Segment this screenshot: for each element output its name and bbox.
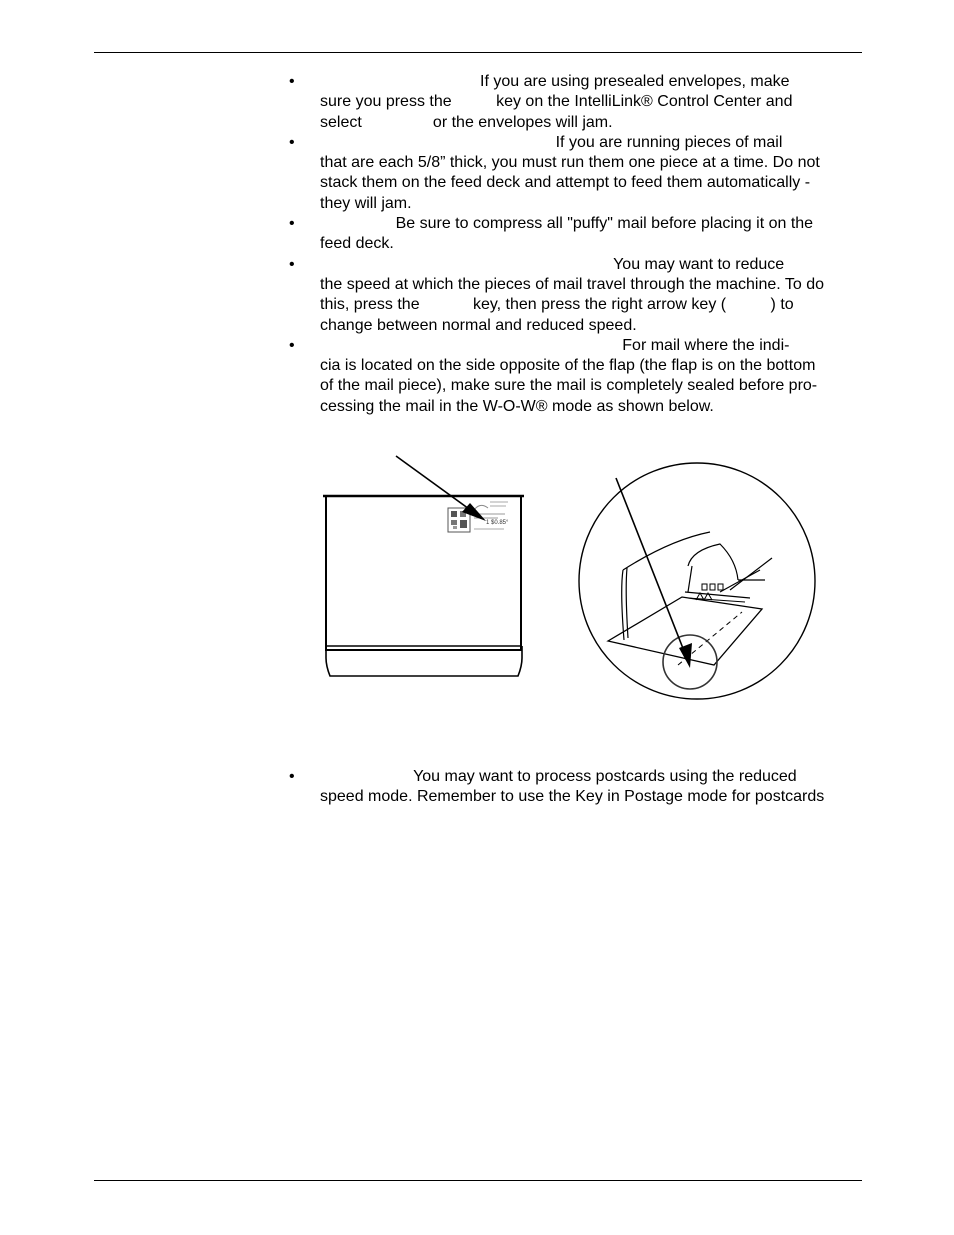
tip-line: If you are using presealed envelopes, make — [320, 73, 790, 90]
indicia-pointer-arrow — [396, 456, 486, 521]
tips-list — [289, 72, 869, 417]
tip-line: that are each 5/8” thick, you must run them one piece at a time. Do not — [320, 154, 820, 172]
tip-line: select or the envelopes will jam. — [320, 113, 613, 131]
bullet-icon: • — [289, 768, 295, 785]
header-rule — [94, 52, 862, 53]
machine-detail-circle — [579, 463, 815, 699]
tip-line: cia is located on the side opposite of the flap (the flap is on the bottom — [320, 357, 816, 375]
tip-line: If you are running pieces of mail — [320, 133, 783, 151]
tip-reduce-speed — [289, 255, 869, 336]
tip-line: sure you press the key on the IntelliLink® Control Center and — [320, 93, 793, 111]
postcard-tips-list — [289, 767, 869, 808]
tip-line: speed mode. Remember to use the Key in Postage mode for postcards — [320, 788, 825, 806]
tip-line: they will jam. — [320, 194, 412, 212]
tip-puffy-mail — [289, 214, 869, 255]
bullet-icon: • — [289, 73, 295, 90]
tip-indicia-flap — [289, 336, 869, 417]
tip-line: stack them on the feed deck and attempt to feed them automatically - — [320, 174, 811, 192]
bullet-icon: • — [289, 336, 295, 354]
tip-line: You may want to process postcards using the reduced — [320, 768, 797, 785]
tip-presealed-envelopes — [289, 72, 869, 133]
wow-mode-illustration — [290, 440, 850, 710]
tip-line: For mail where the indi- — [320, 336, 790, 354]
wow-mode-figure — [290, 440, 850, 710]
bullet-icon: • — [289, 215, 295, 233]
bullet-icon: • — [289, 255, 295, 273]
flap-pointer-arrow — [616, 478, 692, 668]
indicia-amount-label: 1 $0.85° — [486, 520, 509, 526]
tip-postcards — [289, 767, 869, 808]
tip-line: cessing the mail in the W-O-W® mode as shown below. — [320, 397, 714, 415]
tip-line: this, press the key, then press the right arrow key ( ) to — [320, 296, 794, 314]
tip-line: change between normal and reduced speed. — [320, 316, 637, 334]
tip-thick-mail — [289, 133, 869, 214]
tip-line: Be sure to compress all "puffy" mail before placing it on the — [320, 215, 814, 233]
footer-rule — [94, 1180, 862, 1181]
bullet-icon: • — [289, 133, 295, 151]
tip-line: of the mail piece), make sure the mail is completely sealed before pro- — [320, 377, 818, 395]
tip-line: You may want to reduce — [320, 255, 785, 273]
tip-line: the speed at which the pieces of mail travel through the machine. To do — [320, 275, 825, 293]
tip-line: feed deck. — [320, 235, 394, 253]
